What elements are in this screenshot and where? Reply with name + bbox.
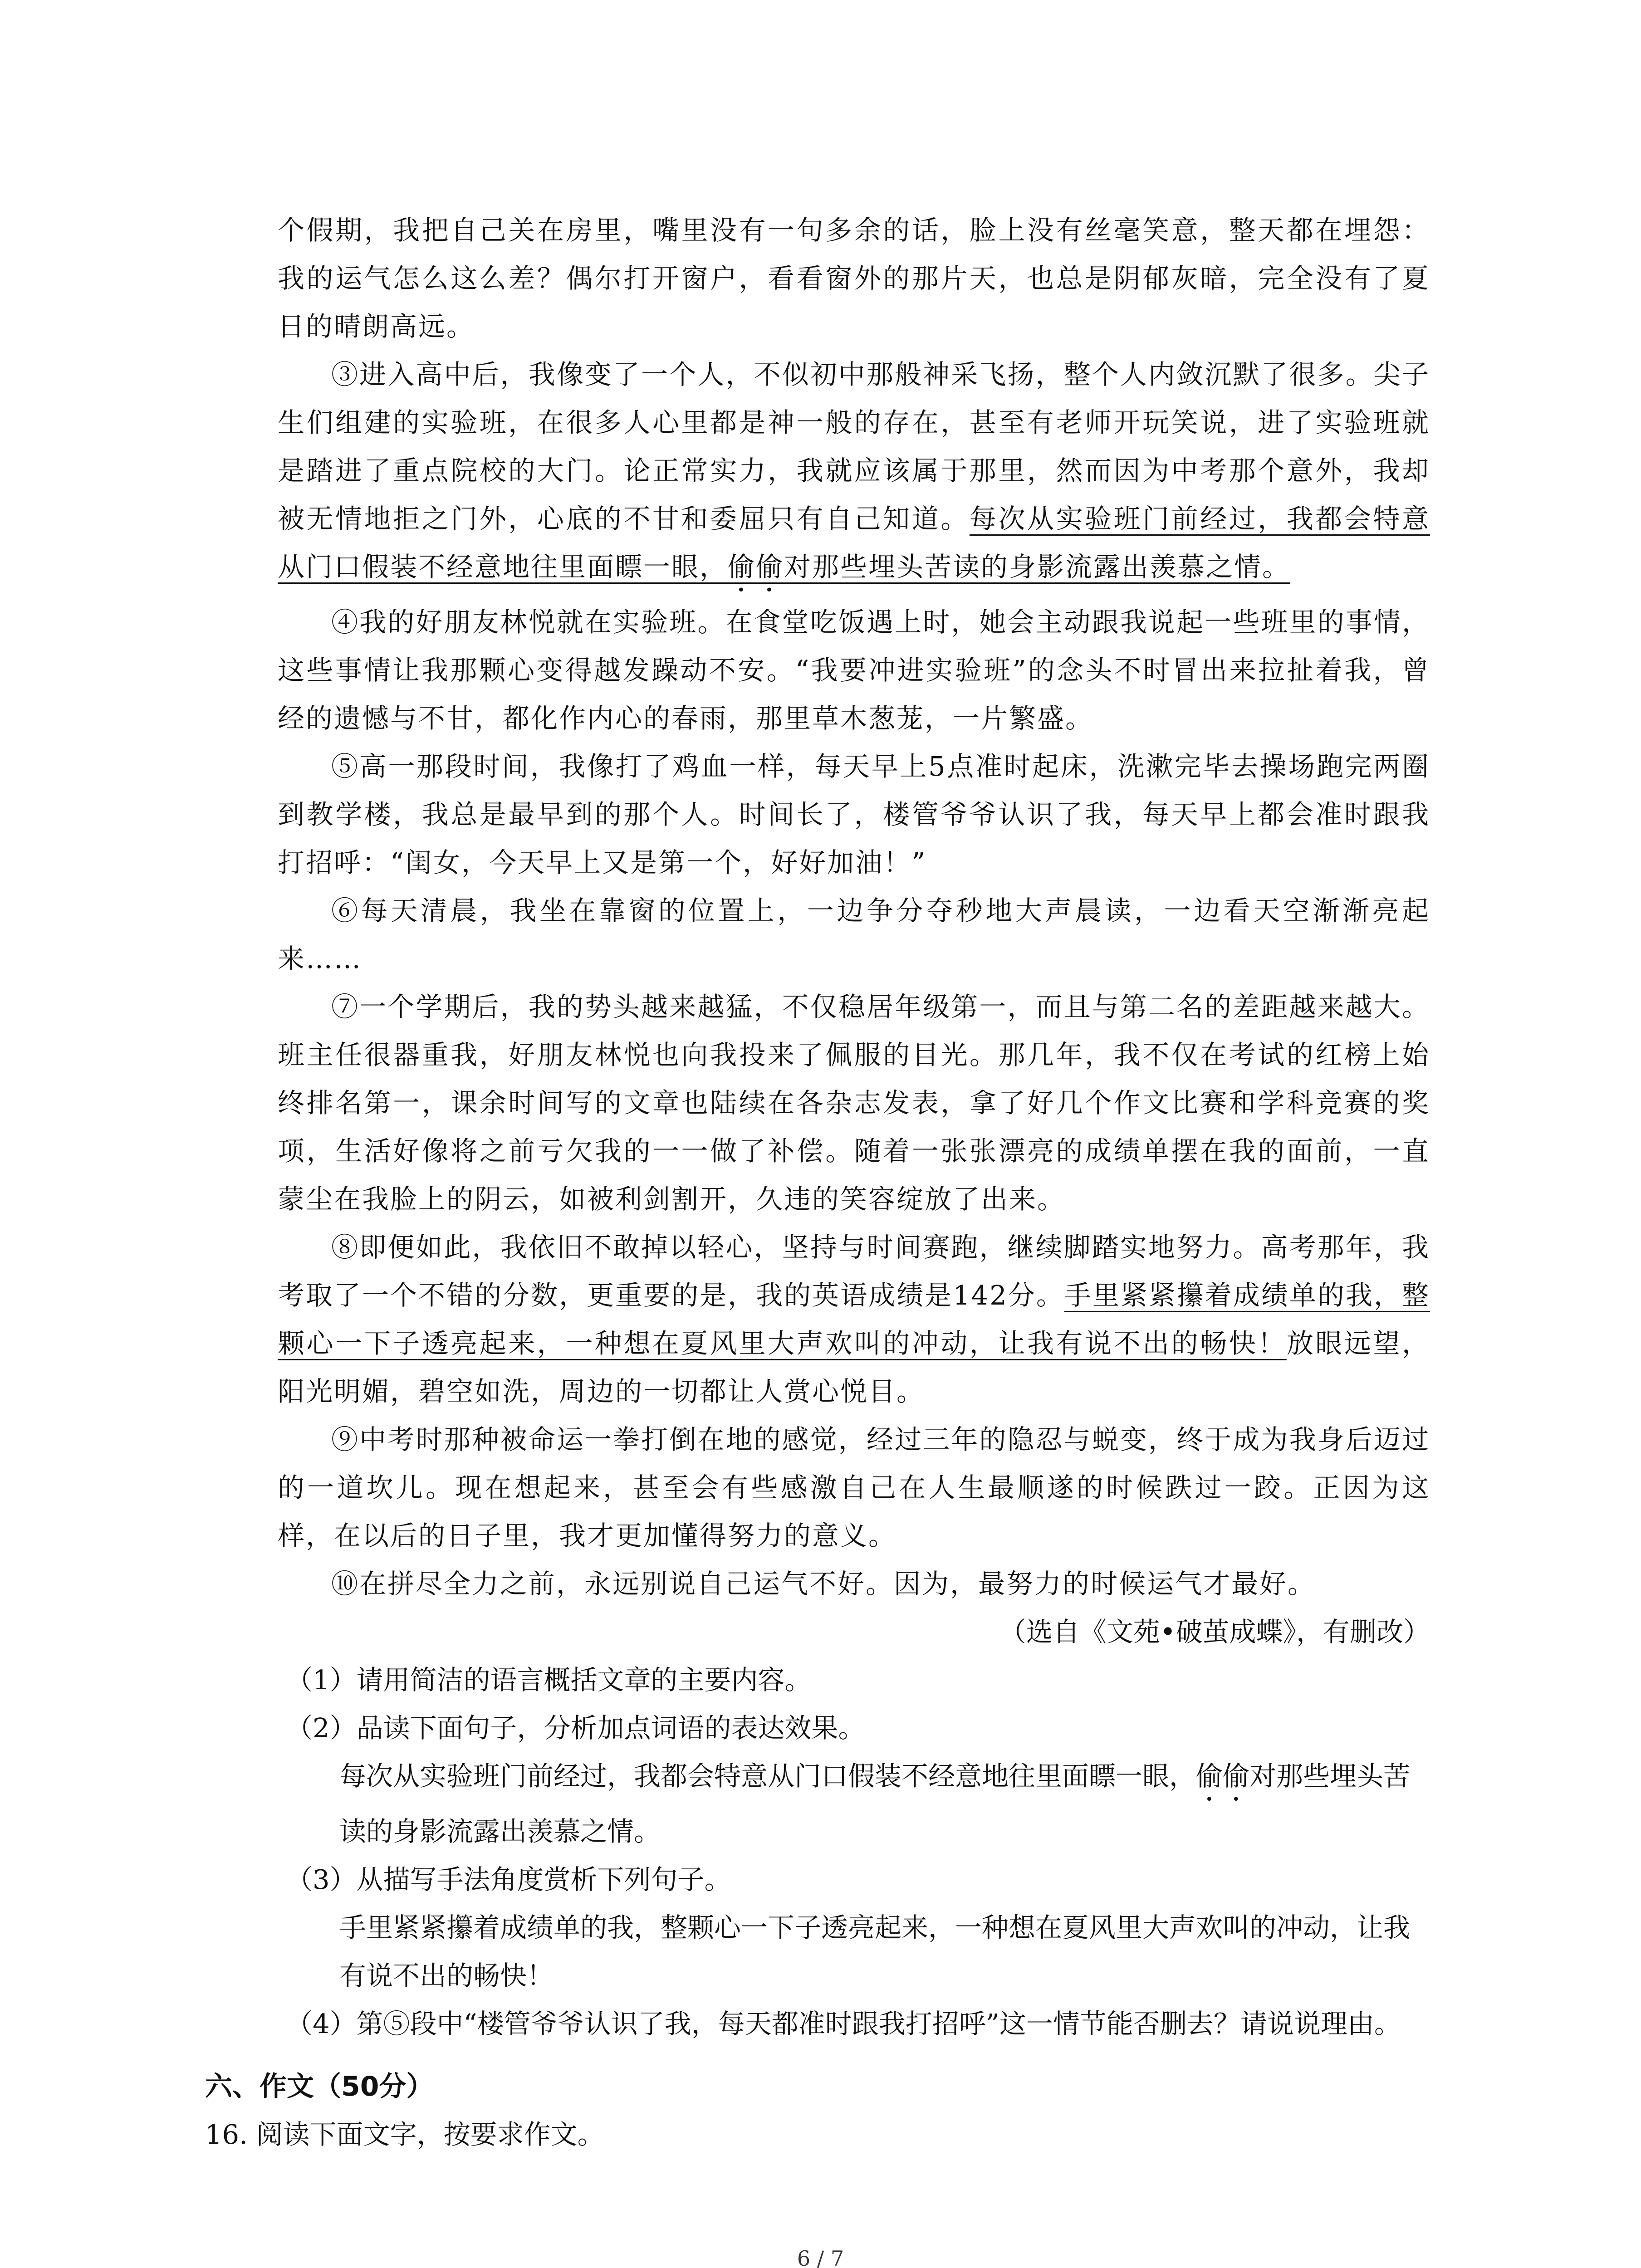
source-citation: （选自《文苑•破茧成蝶》，有删改）	[999, 1616, 1430, 1647]
paragraph-7: ⑦一个学期后，我的势头越来越猛，不仅稳居年级第一，而且与第二名的差距越来越大。班主任很器重我，好朋友林悦也向我投来了佩服的目光。那几年，我不仅在考试的红榜上始终排名第一，课余时间写的文章也陆续在各杂志发表，拿了好几个作文比赛和学科竞赛的奖项，生活好像将之前亏欠我的一一做了补偿。随着一张张漂亮的成绩单摆在我的面前，一直蒙尘在我脸上的阴云，如被利剑割开，久违的笑容绽放了出来。	[278, 991, 1430, 1215]
underlined-part-1: 每次从实验班门前经过，我都会特意从门口假装不经意地往里面瞟一眼，	[278, 503, 1430, 582]
question-2-quote-b: 对那些埋头苦读的身影流露出羡慕之情。	[339, 1760, 1411, 1847]
section-title: 六、作文（50分）	[205, 2071, 434, 2102]
paragraph-8-text-a: ⑧即便如此，我依旧不敢掉以轻心，坚持与时间赛跑，继续脚踏实地努力。高考那年，我考取了一个不错的分数，更重要的是，我的英语成绩是142分。	[278, 1232, 1430, 1311]
reading-passage	[205, 206, 1430, 2159]
paragraph-8	[278, 1223, 1430, 1416]
question-2-dotted-word: 偷偷	[1196, 1760, 1250, 1792]
question-2: （2）品读下面句子，分析加点词语的表达效果。	[286, 1712, 865, 1744]
paragraph-3	[278, 351, 1430, 598]
paragraph-6: ⑥每天清晨，我坐在靠窗的位置上，一边争分夺秒地大声晨读，一边看天空渐渐亮起来……	[278, 895, 1430, 974]
paragraph-3-text: ③进入高中后，我像变了一个人，不似初中那般神采飞扬，整个人内敛沉默了很多。尖子生们组建的实验班，在很多人心里都是神一般的存在，甚至有老师开玩笑说，进了实验班就是踏进了重点院校的大门。论正常实力，我就应该属于那里，然而因为中考那个意外，我却被无情地拒之门外，心底的不甘和委屈只有自己知道。	[278, 359, 1430, 534]
question-4: （4）第⑤段中“楼管爷爷认识了我，每天都准时跟我打招呼”这一情节能否删去？请说说理由。	[286, 2008, 1401, 2039]
paragraph-continued: 个假期，我把自己关在房里，嘴里没有一句多余的话，脸上没有丝毫笑意，整天都在埋怨：我的运气怎么这么差？偶尔打开窗户，看看窗外的那片天，也总是阴郁灰暗，完全没有了夏日的晴朗高远。	[278, 215, 1430, 342]
paragraph-9: ⑨中考时那种被命运一拳打倒在地的感觉，经过三年的隐忍与蜕变，终于成为我身后迈过的一道坎儿。现在想起来，甚至会有些感激自己在人生最顺遂的时候跌过一跤。正因为这样，在以后的日子里，我才更加懂得努力的意义。	[278, 1424, 1430, 1551]
page-number: 6 / 7	[797, 2246, 844, 2268]
paragraph-4: ④我的好朋友林悦就在实验班。在食堂吃饭遇上时，她会主动跟我说起一些班里的事情，这些事情让我那颗心变得越发躁动不安。“我要冲进实验班”的念头不时冒出来拉扯着我，曾经的遗憾与不甘，都化作内心的春雨，那里草木葱茏，一片繁盛。	[278, 606, 1430, 734]
dotted-word: 偷偷	[728, 551, 784, 582]
question-3-quote: 手里紧紧攥着成绩单的我，整颗心一下子透亮起来，一种想在夏风里大声欢叫的冲动，让我有说不出的畅快！	[339, 1912, 1411, 1991]
paragraph-5: ⑤高一那段时间，我像打了鸡血一样，每天早上5点准时起床，洗漱完毕去操场跑完两圈到教学楼，我总是最早到的那个人。时间长了，楼管爷爷认识了我，每天早上都会准时跟我打招呼：“闺女，今天早上又是第一个，好好加油！”	[278, 751, 1430, 878]
question-16: 16. 阅读下面文字，按要求作文。	[205, 2119, 604, 2150]
question-2-quote-a: 每次从实验班门前经过，我都会特意从门口假装不经意地往里面瞟一眼，	[339, 1760, 1196, 1792]
question-list	[286, 1656, 1430, 2048]
paragraph-8-text-b: 放眼远望，阳光明媚，碧空如洗，周边的一切都让人赏心悦目。	[278, 1328, 1430, 1407]
question-1: （1）请用简洁的语言概括文章的主要内容。	[286, 1664, 812, 1696]
question-2-quote	[286, 1752, 1430, 1856]
underlined-part-2: 对那些埋头苦读的身影流露出羡慕之情。	[784, 551, 1291, 582]
paragraph-10: ⑩在拼尽全力之前，永远别说自己运气不好。因为，最努力的时候运气才最好。	[331, 1568, 1316, 1599]
underlined-sentence-2: 手里紧紧攥着成绩单的我，整颗心一下子透亮起来，一种想在夏风里大声欢叫的冲动，让我有说不出的畅快！	[278, 1280, 1430, 1359]
question-3: （3）从描写手法角度赏析下列句子。	[286, 1864, 731, 1895]
